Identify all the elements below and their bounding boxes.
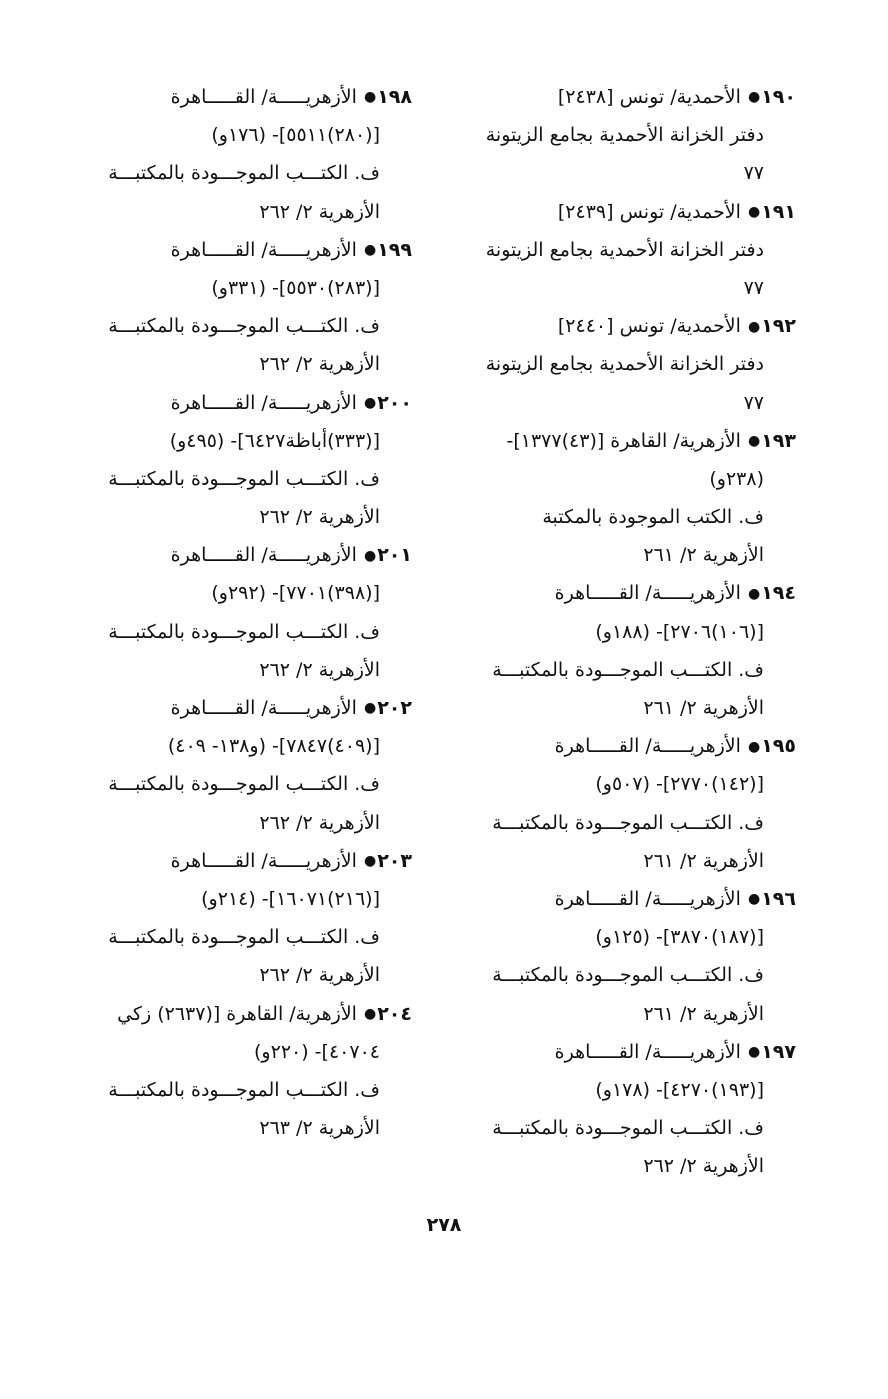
entry-line: ف. الكتـــب الموجـــودة بالمكتبـــة (108, 1078, 380, 1101)
catalog-entry (436, 574, 796, 727)
entry-line: [(١٠٦)٢٧٠٦]- (١٨٨و) (595, 620, 764, 643)
entry-line: ف. الكتـــب الموجـــودة بالمكتبـــة (108, 315, 380, 338)
entry-line: دفتر الخزانة الأحمدية بجامع الزيتونة (485, 238, 764, 261)
entry-line: (٢٣٨و) (709, 467, 764, 490)
entry-heading-line (436, 422, 796, 460)
entry-library: الأزهريـــــة/ القـــــاهرة (170, 391, 357, 414)
left-column (52, 78, 412, 1147)
bullet-icon: ● (747, 203, 761, 220)
entry-number: ١٩٧ (761, 1040, 796, 1063)
entry-line: [(٢٨٠)٥٥١١]- (١٧٦و) (211, 124, 380, 147)
entry-library: الأزهريـــــة/ القـــــاهرة (554, 735, 741, 758)
entry-line: ٧٧ (743, 276, 764, 299)
entry-line: ف. الكتب الموجودة بالمكتبة (542, 506, 764, 529)
bullet-icon: ● (363, 89, 377, 106)
entry-library: الأزهريـــــة/ القـــــاهرة (170, 849, 357, 872)
bullet-icon: ● (363, 242, 377, 259)
entry-line: الأزهرية ٢/ ٢٦١ (643, 1002, 764, 1025)
entry-library: الأزهرية/ القاهرة [(٢٦٣٧) زكي (117, 1002, 357, 1025)
entry-library: الأحمدية/ تونس [٢٤٣٩] (557, 200, 741, 223)
entry-line: الأزهرية ٢/ ٢٦٢ (643, 1155, 764, 1178)
entry-line: ف. الكتـــب الموجـــودة بالمكتبـــة (108, 620, 380, 643)
entry-line: ف. الكتـــب الموجـــودة بالمكتبـــة (108, 773, 380, 796)
entry-number: ٢٠٢ (377, 697, 412, 719)
bullet-icon: ● (747, 318, 761, 335)
entry-line: الأزهرية ٢/ ٢٦٢ (259, 353, 380, 376)
page-number: ٢٧٨ (426, 1214, 462, 1236)
catalog-entry (436, 193, 796, 308)
entry-line: الأزهرية ٢/ ٢٦١ (643, 849, 764, 872)
bullet-icon: ● (363, 547, 377, 564)
entry-heading-line (52, 995, 412, 1033)
entry-line: ٧٧ (743, 391, 764, 414)
bullet-icon: ● (363, 394, 377, 411)
entry-line: [(٢١٦)١٦٠٧١]- (٢١٤و) (201, 887, 380, 910)
catalog-entry (52, 842, 412, 995)
entry-line: [(٣٩٨)٧٧٠١]- (٢٩٢و) (211, 582, 380, 605)
entry-line: ف. الكتـــب الموجـــودة بالمكتبـــة (108, 467, 380, 490)
entry-heading-line (436, 307, 796, 345)
catalog-entry (52, 78, 412, 231)
entry-library: الأزهريـــــة/ القـــــاهرة (170, 697, 357, 719)
entry-number: ١٩٣ (761, 429, 796, 452)
entry-line: الأزهرية ٢/ ٢٦١ (643, 544, 764, 567)
entry-line: الأزهرية ٢/ ٢٦٢ (259, 506, 380, 529)
entry-library: الأزهريـــــة/ القـــــاهرة (554, 1040, 741, 1063)
catalog-entry (436, 880, 796, 1033)
bullet-icon: ● (747, 738, 761, 755)
entry-line: ف. الكتـــب الموجـــودة بالمكتبـــة (492, 1117, 764, 1140)
catalog-entry (436, 1033, 796, 1186)
entry-line: الأزهرية ٢/ ٢٦٢ (259, 811, 380, 834)
entry-line: [(٤٠٩)٧٨٤٧]- (و١٣٨- ٤٠٩) (167, 735, 380, 758)
catalog-entry (436, 78, 796, 193)
bullet-icon: ● (747, 89, 761, 106)
catalog-entry (52, 689, 412, 842)
entry-line: دفتر الخزانة الأحمدية بجامع الزيتونة (485, 124, 764, 147)
entry-line: الأزهرية ٢/ ٢٦٢ (259, 964, 380, 987)
entry-library: الأزهريـــــة/ القـــــاهرة (170, 238, 357, 261)
right-column (436, 78, 796, 1185)
entry-line: ف. الكتـــب الموجـــودة بالمكتبـــة (492, 811, 764, 834)
entry-heading-line (52, 842, 412, 880)
entry-number: ٢٠٣ (377, 849, 412, 872)
entry-number: ١٩٦ (761, 887, 796, 910)
entry-line: [(١٩٣)٤٢٧٠]- (١٧٨و) (595, 1078, 764, 1101)
entry-number: ١٩٩ (377, 238, 412, 261)
entry-line: [(٣٣٣)أباظة٦٤٢٧]- (٤٩٥و) (169, 429, 380, 452)
catalog-entry (436, 307, 796, 422)
bullet-icon: ● (363, 853, 377, 870)
entry-library: الأزهرية/ القاهرة [(٤٣)١٣٧٧]- (506, 429, 741, 452)
entry-heading-line (436, 193, 796, 231)
entry-line: ف. الكتـــب الموجـــودة بالمكتبـــة (108, 926, 380, 949)
catalog-entry (52, 536, 412, 689)
entry-library: الأزهريـــــة/ القـــــاهرة (170, 544, 357, 567)
entry-library: الأحمدية/ تونس [٢٤٣٨] (557, 86, 741, 108)
entry-line: ف. الكتـــب الموجـــودة بالمكتبـــة (492, 964, 764, 987)
entry-heading-line (52, 231, 412, 269)
entry-line: الأزهرية ٢/ ٢٦٢ (259, 658, 380, 681)
entry-line: الأزهرية ٢/ ٢٦١ (643, 697, 764, 719)
entry-number: ١٩١ (761, 200, 796, 223)
entry-heading-line (436, 574, 796, 612)
bullet-icon: ● (747, 891, 761, 908)
entry-heading-line (436, 727, 796, 765)
catalog-entry (52, 231, 412, 384)
entry-number: ٢٠٠ (377, 391, 412, 414)
entry-library: الأزهريـــــة/ القـــــاهرة (170, 86, 357, 108)
catalog-entry (436, 727, 796, 880)
entry-heading-line (52, 689, 412, 727)
bullet-icon: ● (363, 700, 377, 717)
bullet-icon: ● (747, 1044, 761, 1061)
entry-library: الأزهريـــــة/ القـــــاهرة (554, 582, 741, 605)
entry-line: ف. الكتـــب الموجـــودة بالمكتبـــة (108, 162, 380, 185)
bullet-icon: ● (747, 433, 761, 450)
entry-line: ٧٧ (743, 162, 764, 185)
entry-heading-line (436, 1033, 796, 1071)
catalog-entry (52, 384, 412, 537)
entry-line: دفتر الخزانة الأحمدية بجامع الزيتونة (485, 353, 764, 376)
entry-line: الأزهرية ٢/ ٢٦٣ (259, 1117, 380, 1140)
entry-line: الأزهرية ٢/ ٢٦٢ (259, 200, 380, 223)
entry-number: ١٩٢ (761, 315, 796, 338)
entry-line: ف. الكتـــب الموجـــودة بالمكتبـــة (492, 658, 764, 681)
entry-library: الأحمدية/ تونس [٢٤٤٠] (557, 315, 741, 338)
catalog-entry (52, 995, 412, 1148)
entry-library: الأزهريـــــة/ القـــــاهرة (554, 887, 741, 910)
entry-heading-line (52, 536, 412, 574)
entry-heading-line (52, 78, 412, 116)
bullet-icon: ● (747, 585, 761, 602)
catalog-entry (436, 422, 796, 575)
entry-heading-line (52, 384, 412, 422)
bullet-icon: ● (363, 1005, 377, 1022)
entry-heading-line (436, 880, 796, 918)
entry-number: ٢٠١ (377, 544, 412, 567)
entry-line: [(٢٨٣)٥٥٣٠]- (٣٣١و) (211, 276, 380, 299)
entry-number: ٢٠٤ (377, 1002, 412, 1025)
entry-line: [(١٨٧)٣٨٧٠]- (١٢٥و) (595, 926, 764, 949)
entry-heading-line (436, 78, 796, 116)
entry-line: [(١٤٢)٢٧٧٠]- (٥٠٧و) (595, 773, 764, 796)
entry-number: ١٩٠ (761, 86, 796, 108)
entry-number: ١٩٨ (377, 86, 412, 108)
entry-line: ٤٠٧٠٤]- (٢٢٠و) (254, 1040, 380, 1063)
entry-number: ١٩٥ (761, 735, 796, 758)
entry-number: ١٩٤ (761, 582, 796, 605)
